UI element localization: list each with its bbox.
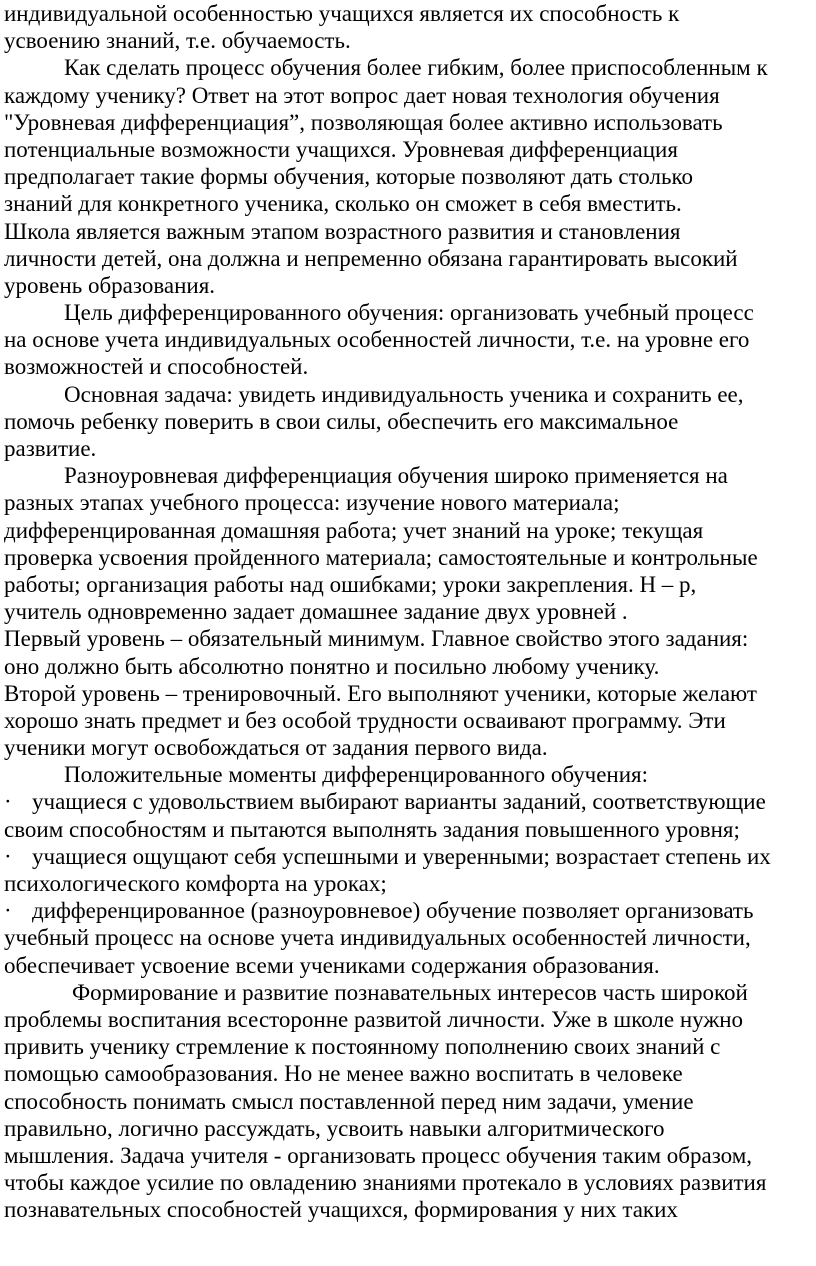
text-line: помощью самообразования. Но не менее важно воспитать в человеке: [4, 1061, 683, 1087]
text-line: проверка усвоения пройденного материала; самостоятельные и контрольные: [4, 544, 758, 570]
bullet-text: учащиеся ощущают себя успешными и уверенными; возрастает степень их: [32, 843, 771, 869]
text-line: ученики могут освобождаться от задания первого вида.: [4, 735, 548, 761]
text-line: усвоению знаний, т.е. обучаемость.: [4, 28, 351, 54]
bullet-marker: ·: [4, 898, 12, 924]
text-line: правильно, логично рассуждать, усвоить навыки алгоритмического: [4, 1115, 665, 1141]
paragraph-first-line: Основная задача: увидеть индивидуальность ученика и сохранить ее,: [64, 381, 744, 407]
text-line: личности детей, она должна и непременно обязана гарантировать высокий: [4, 245, 738, 271]
text-line: предполагает такие формы обучения, которые позволяют дать столько: [4, 164, 693, 190]
text-line: уровень образования.: [4, 272, 216, 298]
text-line: психологического комфорта на уроках;: [4, 871, 387, 896]
bullet-text: учащиеся с удовольствием выбирают варианты заданий, соответствующие: [32, 789, 766, 815]
text-line: разных этапах учебного процесса: изучение нового материала;: [4, 490, 620, 516]
text-line: учебный процесс на основе учета индивидуальных особенностей личности,: [4, 925, 751, 951]
text-line: потенциальные возможности учащихся. Уровневая дифференциация: [4, 136, 678, 162]
text-line: дифференцированная домашняя работа; учет знаний на уроке; текущая: [4, 517, 704, 543]
text-line: чтобы каждое усилие по овладению знаниями протекало в условиях развития: [4, 1170, 767, 1196]
text-line: помочь ребенку поверить в свои силы, обеспечить его максимальное: [4, 408, 679, 434]
text-line: привить ученику стремление к постоянному пополнению своих знаний с: [4, 1034, 721, 1060]
text-line: индивидуальной особенностью учащихся является их способность к: [4, 1, 680, 26]
text-line: учитель одновременно задает домашнее задание двух уровней .: [4, 599, 628, 625]
text-line: способность понимать смысл поставленной перед ним задачи, умение: [4, 1088, 694, 1114]
text-line: работы; организация работы над ошибками; уроки закрепления. Н – р,: [4, 571, 697, 597]
text-line: знаний для конкретного ученика, сколько он сможет в себя вместить.: [4, 191, 682, 217]
bullet-list-item: [4, 897, 812, 924]
text-line: оно должно быть абсолютно понятно и посильно любому ученику.: [4, 653, 660, 679]
text-line: "Уровневая дифференциация”, позволяющая более активно использовать: [4, 109, 723, 135]
text-line: Школа является важным этапом возрастного развития и становления: [4, 218, 681, 244]
bullet-marker: ·: [4, 843, 12, 869]
text-line: проблемы воспитания всесторонне развитой личности. Уже в школе нужно: [4, 1006, 744, 1032]
text-line: мышления. Задача учителя - организовать процесс обучения таким образом,: [4, 1142, 753, 1168]
paragraph-first-line: Положительные моменты дифференцированного обучения:: [64, 762, 649, 788]
text-line: возможностей и способностей.: [4, 354, 309, 380]
paragraph-first-line: Формирование и развитие познавательных интересов часть широкой: [72, 979, 748, 1005]
text-line: своим способностям и пытаются выполнять задания повышенного уровня;: [4, 816, 740, 842]
text-line: каждому ученику? Ответ на этот вопрос дает новая технология обучения: [4, 82, 720, 108]
text-line: обеспечивает усвоение всеми учениками содержания образования.: [4, 952, 660, 978]
text-line: Второй уровень – тренировочный. Его выполняют ученики, которые желают: [4, 680, 757, 706]
paragraph-first-line: Как сделать процесс обучения более гибким, более приспособленным к: [64, 55, 768, 81]
paragraph-first-line: Цель дифференцированного обучения: организовать учебный процесс: [64, 300, 754, 326]
text-line: развитие.: [4, 436, 97, 461]
text-line: на основе учета индивидуальных особенностей личности, т.е. на уровне его: [4, 327, 750, 353]
text-line: хорошо знать предмет и без особой трудности осваивают программу. Эти: [4, 707, 726, 733]
bullet-list-item: [4, 788, 812, 815]
bullet-text: дифференцированное (разноуровневое) обучение позволяет организовать: [32, 898, 754, 924]
bullet-list-item: [4, 843, 812, 870]
paragraph-first-line: Разноуровневая дифференциация обучения широко применяется на: [64, 463, 728, 489]
text-line: Первый уровень – обязательный минимум. Главное свойство этого задания:: [4, 626, 749, 652]
text-line: познавательных способностей учащихся, формирования у них таких: [4, 1197, 678, 1223]
bullet-marker: ·: [4, 789, 12, 815]
